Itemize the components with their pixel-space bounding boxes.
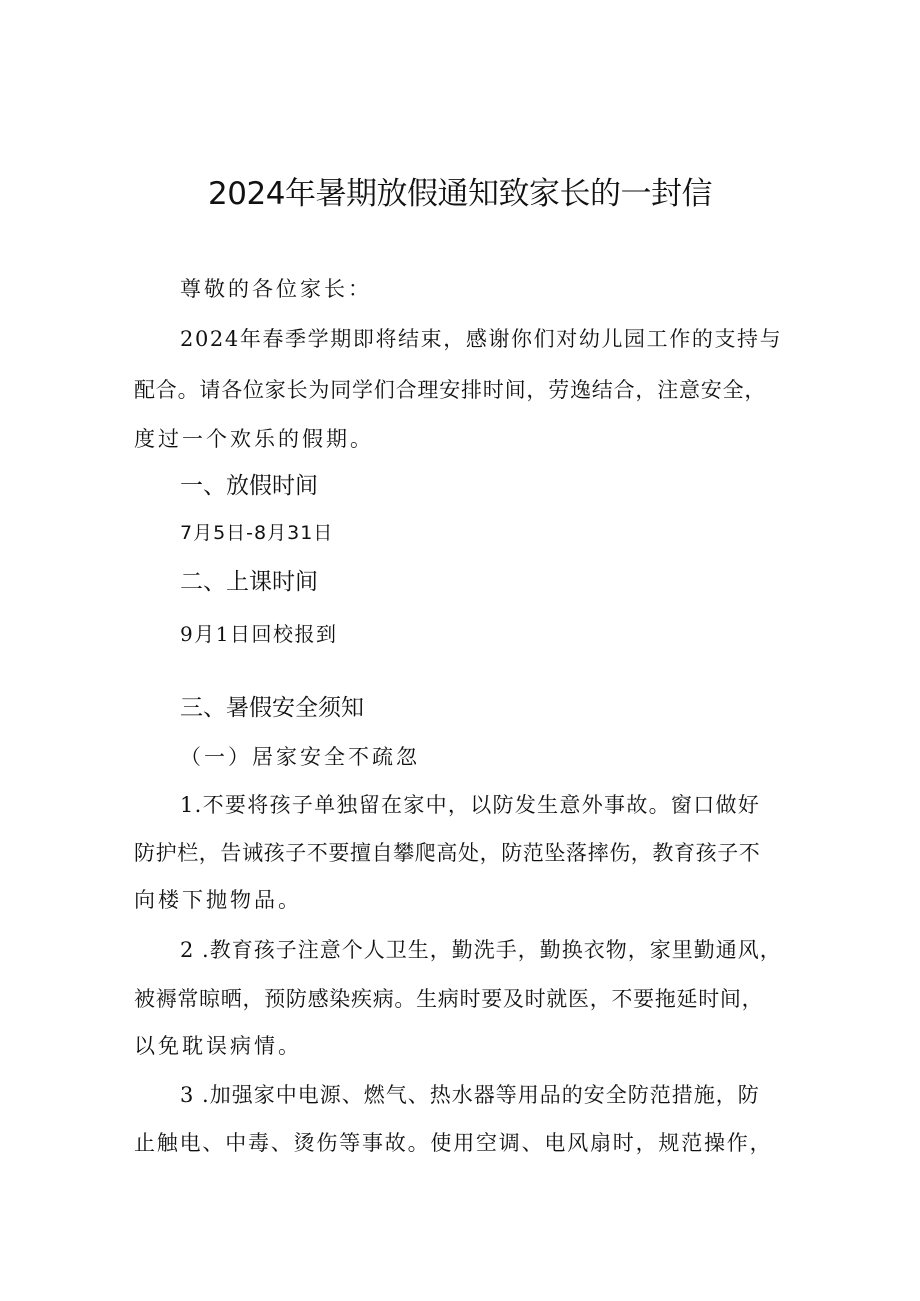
item-1-line-2: 防护栏，告诫孩子不要擅自攀爬高处，防范坠落摔伤，教育孩子不 [134, 841, 761, 865]
item-2-line-3: 以免耽误病情。 [134, 1034, 302, 1058]
greeting: 尊敬的各位家长： [180, 277, 372, 301]
section-heading-class-time: 二、上课时间 [180, 569, 318, 595]
item-3-line-2: 止触电、中毒、烫伤等事故。使用空调、电风扇时，规范操作， [134, 1131, 773, 1155]
intro-line-2: 配合。请各位家长为同学们合理安排时间，劳逸结合，注意安全， [134, 378, 767, 402]
item-1-line-1: 1.不要将孩子单独留在家中，以防发生意外事故。窗口做好 [180, 793, 761, 817]
vacation-dates: 7月5日-8月31日 [180, 522, 334, 544]
item-3-line-1: 3 .加强家中电源、燃气、热水器等用品的安全防范措施，防 [180, 1083, 760, 1107]
item-1-line-3: 向楼下抛物品。 [134, 888, 302, 912]
section-heading-vacation-time: 一、放假时间 [180, 473, 318, 499]
class-start-date: 9月1日回校报到 [180, 622, 338, 646]
document-title: 2024年暑期放假通知致家长的一封信 [208, 176, 712, 212]
intro-line-1: 2024年春季学期即将结束，感谢你们对幼儿园工作的支持与 [180, 327, 783, 351]
section-heading-safety: 三、暑假安全须知 [180, 695, 364, 721]
subheading-home-safety: （一）居家安全不疏忽 [180, 745, 420, 769]
intro-line-3: 度过一个欢乐的假期。 [134, 427, 374, 451]
item-2-line-1: 2 .教育孩子注意个人卫生，勤洗手，勤换衣物，家里勤通风， [180, 938, 782, 962]
item-2-line-2: 被褥常晾晒，预防感染疾病。生病时要及时就医，不要拖延时间， [134, 987, 764, 1011]
